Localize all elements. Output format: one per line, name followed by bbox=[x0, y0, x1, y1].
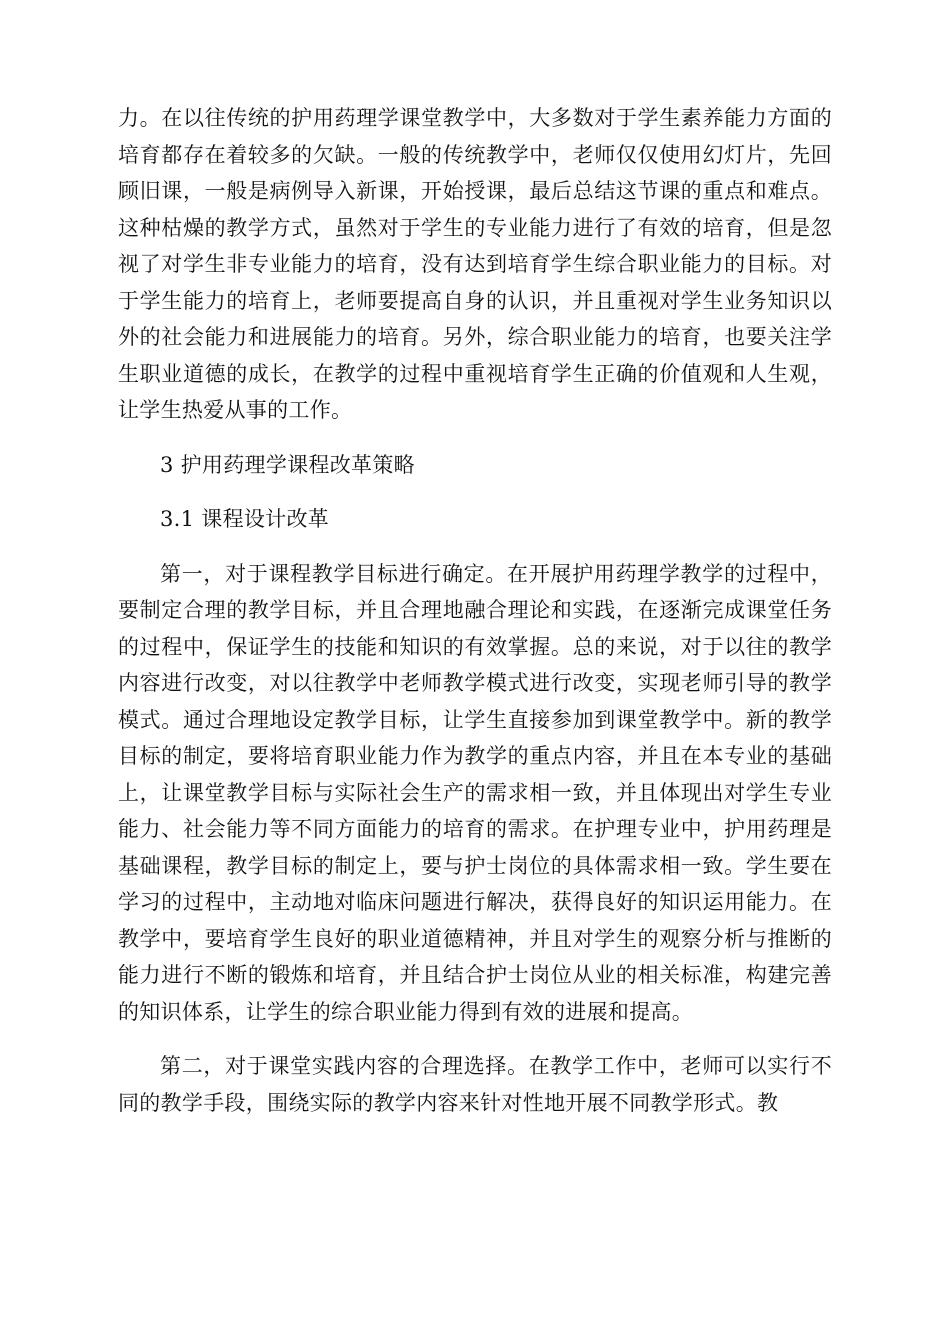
section-heading-3: 3 护用药理学课程改革策略 bbox=[160, 452, 415, 477]
paragraph-continuation: 力。在以往传统的护用药理学课堂教学中，大多数对于学生素养能力方面的培育都存在着较多的欠缺。一般的传统教学中，老师仅仅使用幻灯片，先回顾旧课，一般是病例导入新课，开始授课，最后总结这节课的重点和难点。这种枯燥的教学方式，虽然对于学生的专业能力进行了有效的培育，但是忽视了对学生非专业能力的培育，没有达到培育学生综合职业能力的目标。对于学生能力的培育上，老师要提高自身的认识，并且重视对学生业务知识以外的社会能力和进展能力的培育。另外，综合职业能力的培育，也要关注学生职业道德的成长，在教学的过程中重视培育学生正确的价值观和人生观，让学生热爱从事的工作。 bbox=[118, 106, 832, 422]
paragraph-practice-content: 第二，对于课堂实践内容的合理选择。在教学工作中，老师可以实行不同的教学手段，围绕实际的教学内容来针对性地开展不同教学形式。教 bbox=[118, 1054, 832, 1115]
document-page bbox=[118, 100, 832, 1121]
subsection-heading-3-1: 3.1 课程设计改革 bbox=[160, 507, 330, 531]
paragraph-course-goals: 第一，对于课程教学目标进行确定。在开展护用药理学教学的过程中，要制定合理的教学目标，并且合理地融合理论和实践，在逐渐完成课堂任务的过程中，保证学生的技能和知识的有效掌握。总的来说，对于以往的教学内容进行改变，对以往教学中老师教学模式进行改变，实现老师引导的教学模式。通过合理地设定教学目标，让学生直接参加到课堂教学中。新的教学目标的制定，要将培育职业能力作为教学的重点内容，并且在本专业的基础上，让课堂教学目标与实际社会生产的需求相一致，并且体现出对学生专业能力、社会能力等不同方面能力的培育的需求。在护理专业中，护用药理是基础课程，教学目标的制定上，要与护士岗位的具体需求相一致。学生要在学习的过程中，主动地对临床问题进行解决，获得良好的知识运用能力。在教学中，要培育学生良好的职业道德精神，并且对学生的观察分析与推断的能力进行不断的锻炼和培育，并且结合护士岗位从业的相关标准，构建完善的知识体系，让学生的综合职业能力得到有效的进展和提高。 bbox=[118, 561, 832, 1024]
